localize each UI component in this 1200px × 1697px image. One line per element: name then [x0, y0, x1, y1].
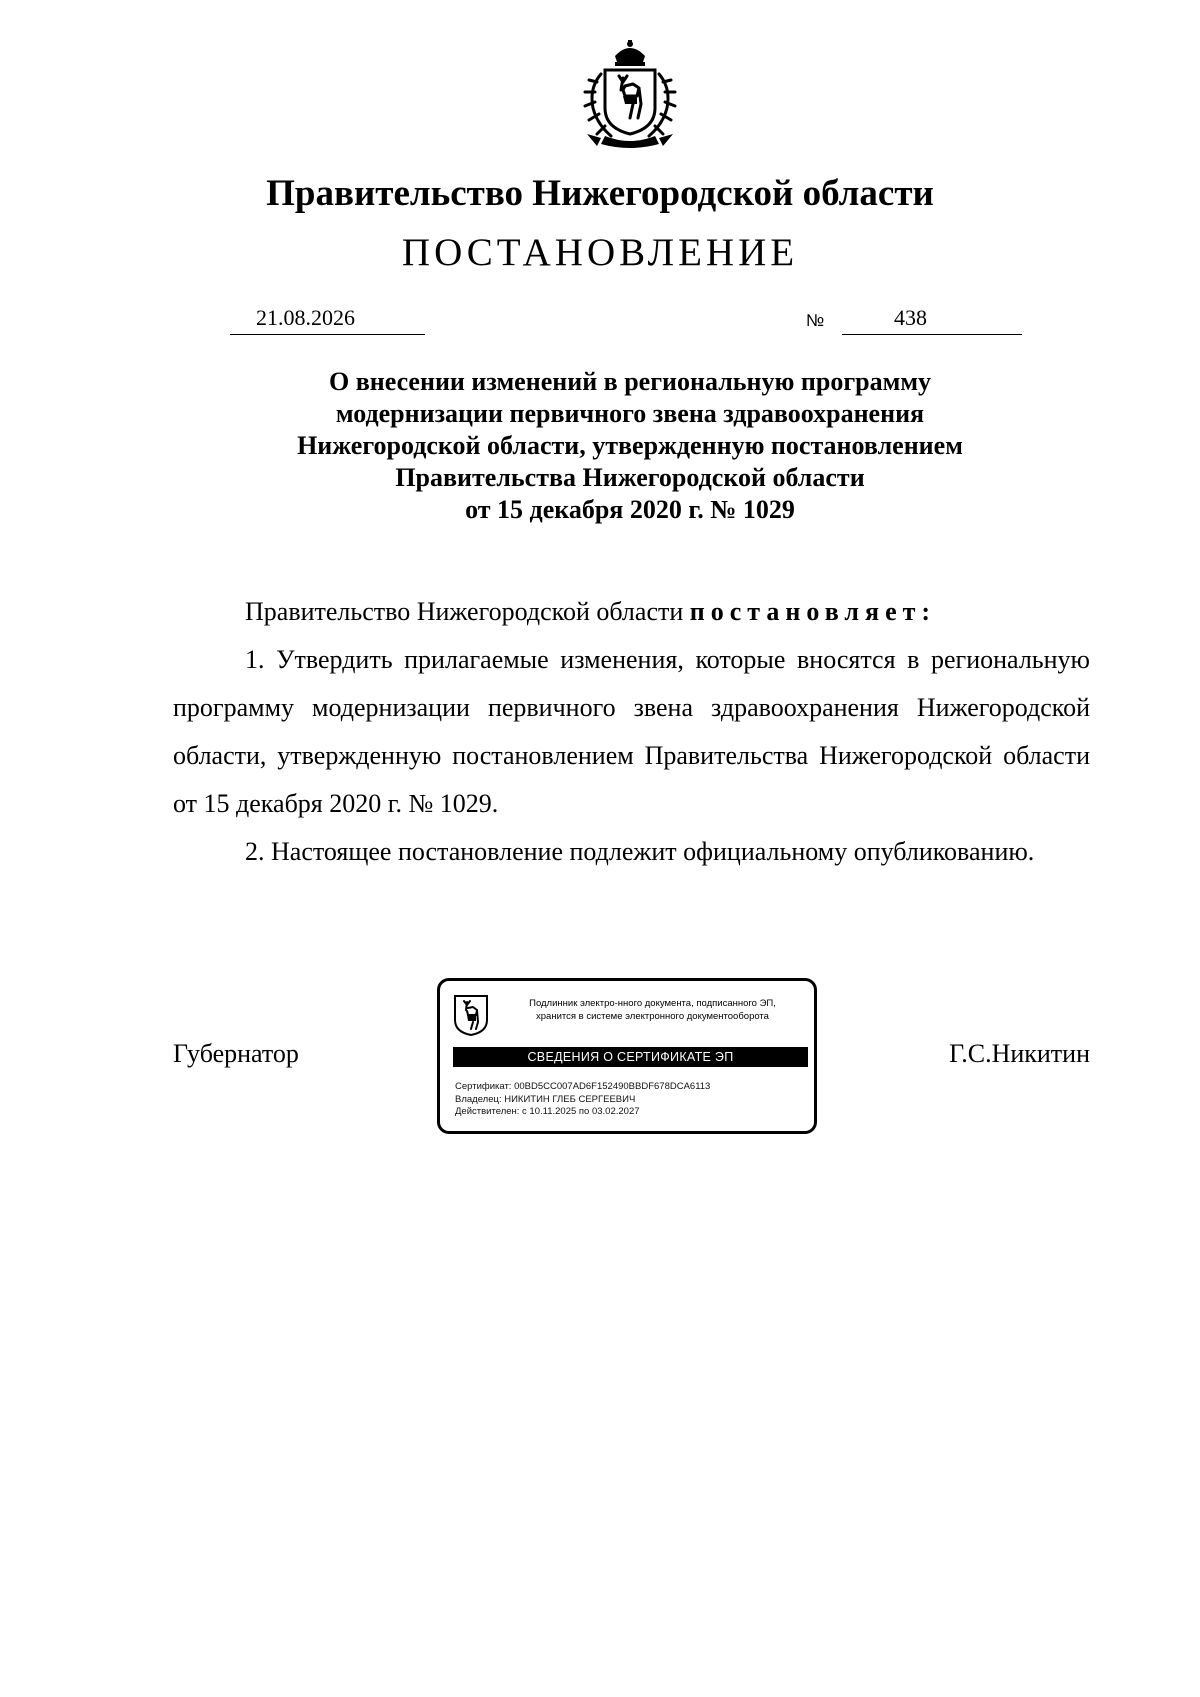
document-number	[842, 304, 1022, 335]
stamp-title-bar: СВЕДЕНИЯ О СЕРТИФИКАТЕ ЭП	[453, 1047, 808, 1067]
stamp-note	[500, 997, 805, 1023]
stamp-details	[455, 1081, 810, 1119]
subject-line: Нижегородской области, утвержденную постановлением	[297, 431, 963, 460]
certificate-owner: Владелец: НИКИТИН ГЛЕБ СЕРГЕЕВИЧ	[455, 1093, 636, 1105]
signatory-name: Г.С.Никитин	[949, 1039, 1090, 1068]
document-subject	[160, 366, 1100, 526]
subject-line: О внесении изменений в региональную программу	[328, 367, 932, 396]
intro-verb: постановляет:	[689, 597, 937, 626]
body-item-1: 1. Утвердить прилагаемые изменения, которые вносятся в региональную программу модернизации первичного звена здравоохранения Нижегородской области, утвержденную постановлением Правительства Нижегородской области от 15 декабря 2020 г. № 1029.	[173, 645, 1090, 818]
date-value: 21.08.2026	[256, 305, 355, 330]
stamp-note-line: хранится в системе электронного документооборота	[536, 1011, 769, 1022]
stamp-note-line: Подлинник электро-нного документа, подписанного ЭП,	[529, 998, 776, 1009]
document-type: ПОСТАНОВЛЕНИЕ	[401, 231, 799, 274]
coat-of-arms-icon	[575, 38, 685, 150]
document-body	[173, 588, 1090, 876]
certificate-number: Сертификат: 00BD5CC007AD6F152490BBDF678DCA6113	[455, 1081, 711, 1092]
subject-line: модернизации первичного звена здравоохранения	[335, 399, 925, 428]
body-intro	[173, 588, 1090, 636]
number-sign: №	[806, 311, 825, 330]
intro-text: Правительство Нижегородской области	[245, 597, 690, 626]
certificate-validity: Действителен: с 10.11.2025 по 03.02.2027	[455, 1106, 640, 1117]
subject-line: Правительства Нижегородской области	[395, 463, 865, 492]
document-date	[230, 304, 425, 335]
subject-line: от 15 декабря 2020 г. № 1029	[465, 495, 795, 524]
signatory-position: Губернатор	[173, 1039, 299, 1068]
deer-emblem-icon	[453, 994, 489, 1036]
number-value: 438	[894, 305, 927, 330]
electronic-signature-stamp	[437, 978, 817, 1134]
organization-title: Правительство Нижегородской области	[266, 173, 934, 214]
body-item-2: 2. Настоящее постановление подлежит официальному опубликованию.	[245, 837, 1035, 866]
